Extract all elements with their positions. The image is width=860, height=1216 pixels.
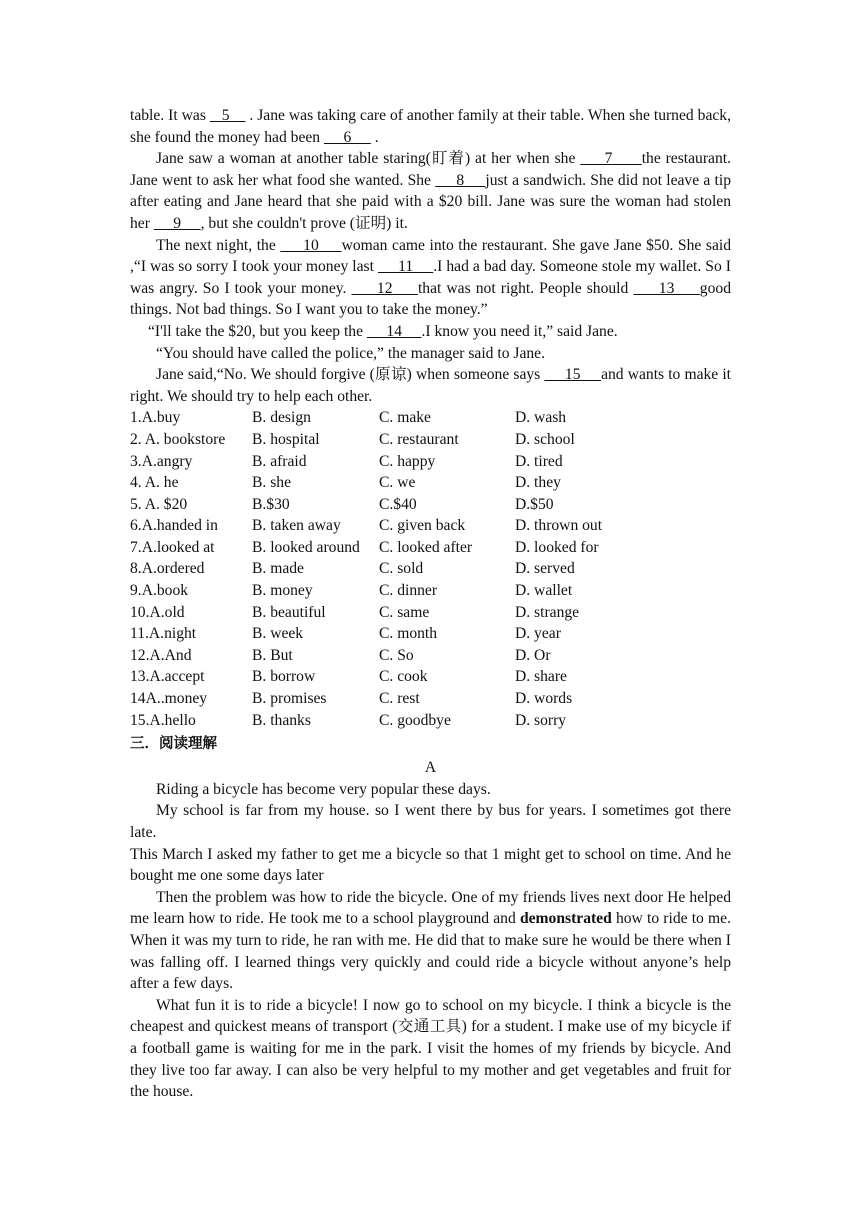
blank-9: 9 [153, 214, 201, 232]
option-d: D. school [515, 430, 575, 448]
option-row [130, 537, 731, 559]
text: .I had a bad day. Someone stole my wallet. So I was angry. So I took your money. [130, 258, 731, 297]
option-row [130, 407, 731, 429]
story-paragraph-6 [130, 364, 731, 407]
option-d: D. thrown out [515, 517, 603, 535]
text: just a sandwich. She did not leave a tip after eating and Jane heard that she paid with a $20 bill. Jane was sure the woman had stolen her [130, 171, 732, 232]
option-row [130, 602, 731, 624]
text: . [370, 128, 379, 146]
option-c: C. So [379, 646, 414, 664]
text: how to ride to me. When it was my turn to ride, he ran with me. He did that to make sure he would be there when I was falling off. I learned things very quickly and could ride a bicycle without anyone’s help after a few days. [130, 910, 731, 993]
text: Jane said,“No. We should forgive (原谅) when someone says [156, 366, 545, 384]
option-d: D. wallet [515, 582, 573, 600]
option-a: 2. A. bookstore [130, 430, 226, 448]
text: table. It was [130, 107, 210, 124]
option-d: D. they [515, 474, 561, 492]
option-b: B. afraid [252, 452, 307, 470]
option-row [130, 666, 731, 688]
option-c: C. same [379, 603, 430, 621]
blank-14: 14 [366, 322, 422, 340]
option-c: C. looked after [379, 538, 473, 556]
blank-11: 11 [377, 258, 434, 276]
option-d: D. Or [515, 646, 551, 664]
option-b: B. she [252, 474, 291, 492]
reading-paragraph-5: What fun it is to ride a bicycle! I now go to school on my bicycle. I think a bicycle is the cheapest and quickest means of transport (交通工具) for a student. I make use of my bicycle if a football game is waiting for me in the park. I visit the homes of my friends by bicycle. And they live too far away. I can also be very helpful to my mother and get vegetables and fruit for the house. [130, 996, 731, 1101]
option-a: 13.A.accept [130, 668, 205, 686]
option-c: C. given back [379, 517, 466, 535]
blank-13: 13 [633, 279, 700, 297]
option-d: D. year [515, 625, 561, 643]
blank-8: 8 [435, 171, 486, 189]
option-b: B. money [252, 582, 313, 600]
option-row [130, 429, 731, 451]
option-b: B.$30 [252, 495, 290, 513]
option-d: D. words [515, 690, 573, 708]
text: . Jane was taking care of another family at their table. When she turned back, she found the money had been [130, 107, 731, 146]
option-row [130, 623, 731, 645]
option-a: 4. A. he [130, 474, 179, 492]
option-row [130, 515, 731, 537]
option-a: 9.A.book [130, 582, 189, 600]
document-page [130, 105, 731, 1103]
option-b: B. looked around [252, 538, 360, 556]
option-a: 7.A.looked at [130, 538, 215, 556]
option-c: C. goodbye [379, 711, 451, 729]
option-c: C. cook [379, 668, 428, 686]
option-row [130, 580, 731, 602]
text: Jane saw a woman at another table staring(盯着) at her when she [156, 150, 581, 168]
option-b: B. design [252, 409, 311, 427]
option-b: B. beautiful [252, 603, 326, 621]
option-d: D. looked for [515, 538, 599, 556]
reading-paragraph-2: My school is far from my house. so I went there by bus for years. I sometimes got there late. [130, 802, 731, 841]
option-row [130, 558, 731, 580]
option-c: C. month [379, 625, 438, 643]
option-row [130, 645, 731, 667]
option-row [130, 710, 731, 732]
option-d: D. strange [515, 603, 580, 621]
blank-6: 6 [324, 128, 371, 146]
text: The next night, the [156, 236, 281, 254]
story-paragraph-2 [130, 148, 731, 234]
text: that was not right. People should [417, 279, 634, 297]
option-a: 12.A.And [130, 646, 192, 664]
option-d: D.$50 [515, 495, 554, 513]
option-b: B. made [252, 560, 304, 578]
option-a: 10.A.old [130, 603, 185, 621]
text: woman came into the restaurant. She gave Jane $50. She said ,“I was so sorry I took your money last [130, 236, 731, 276]
blank-15: 15 [544, 366, 602, 384]
option-b: B. week [252, 625, 304, 643]
option-c: C. we [379, 474, 416, 492]
option-row [130, 688, 731, 710]
option-d: D. sorry [515, 711, 567, 729]
option-d: D. tired [515, 452, 563, 470]
option-d: D. wash [515, 409, 567, 427]
option-c: C.$40 [379, 495, 417, 513]
section-title: 三．阅读理解 [130, 736, 217, 753]
bold-word: demonstrated [519, 910, 612, 928]
option-a: 1.A.buy [130, 409, 181, 427]
story-paragraph-1 [130, 105, 731, 148]
reading-paragraph-4 [130, 887, 731, 995]
option-d: D. share [515, 668, 567, 686]
text: the restaurant. Jane went to ask her what food she wanted. She [130, 150, 731, 189]
option-row [130, 451, 731, 473]
option-b: B. promises [252, 690, 327, 708]
option-a: 11.A.night [130, 625, 197, 643]
answer-options [130, 407, 731, 731]
option-a: 6.A.handed in [130, 517, 218, 535]
text: “I'll take the $20, but you keep the [148, 322, 367, 340]
story-paragraph-4 [130, 321, 731, 343]
option-b: B. But [252, 646, 293, 664]
option-a: 3.A.angry [130, 452, 193, 470]
option-b: B. borrow [252, 668, 316, 686]
option-b: B. hospital [252, 430, 320, 448]
option-c: C. dinner [379, 582, 438, 600]
story-paragraph-3 [130, 235, 731, 321]
option-c: C. happy [379, 452, 436, 470]
text: good things. Not bad things. So I want you to take the money.” [130, 279, 731, 319]
blank-12: 12 [351, 279, 418, 297]
text: .I know you need it,” said Jane. [421, 322, 618, 340]
text: and wants to make it right. We should try to help each other. [130, 366, 732, 405]
option-c: C. rest [379, 690, 420, 708]
option-row [130, 494, 731, 516]
option-b: B. taken away [252, 517, 341, 535]
option-c: C. sold [379, 560, 424, 578]
option-b: B. thanks [252, 711, 311, 729]
reading-paragraph-3: This March I asked my father to get me a bicycle so that 1 might get to school on time. And he bought me one some days later [130, 845, 731, 885]
reading-paragraph-1: Riding a bicycle has become very popular these days. [156, 780, 491, 798]
blank-7: 7 [580, 150, 642, 168]
option-a: 5. A. $20 [130, 495, 188, 513]
option-c: C. make [379, 409, 431, 427]
option-a: 14A..money [130, 690, 208, 708]
option-c: C. restaurant [379, 430, 459, 448]
blank-5: 5 [209, 107, 246, 124]
option-d: D. served [515, 560, 575, 578]
story-paragraph-5: “You should have called the police,” the manager said to Jane. [156, 344, 546, 362]
option-a: 8.A.ordered [130, 560, 205, 578]
option-a: 15.A.hello [130, 711, 196, 729]
text: Then the problem was how to ride the bicycle. One of my friends lives next door He helped me learn how to ride. He took me to a school playground and [130, 888, 731, 928]
blank-10: 10 [280, 236, 342, 254]
text: , but she couldn't prove (证明) it. [200, 214, 408, 232]
passage-letter: A [424, 759, 437, 777]
option-row [130, 472, 731, 494]
